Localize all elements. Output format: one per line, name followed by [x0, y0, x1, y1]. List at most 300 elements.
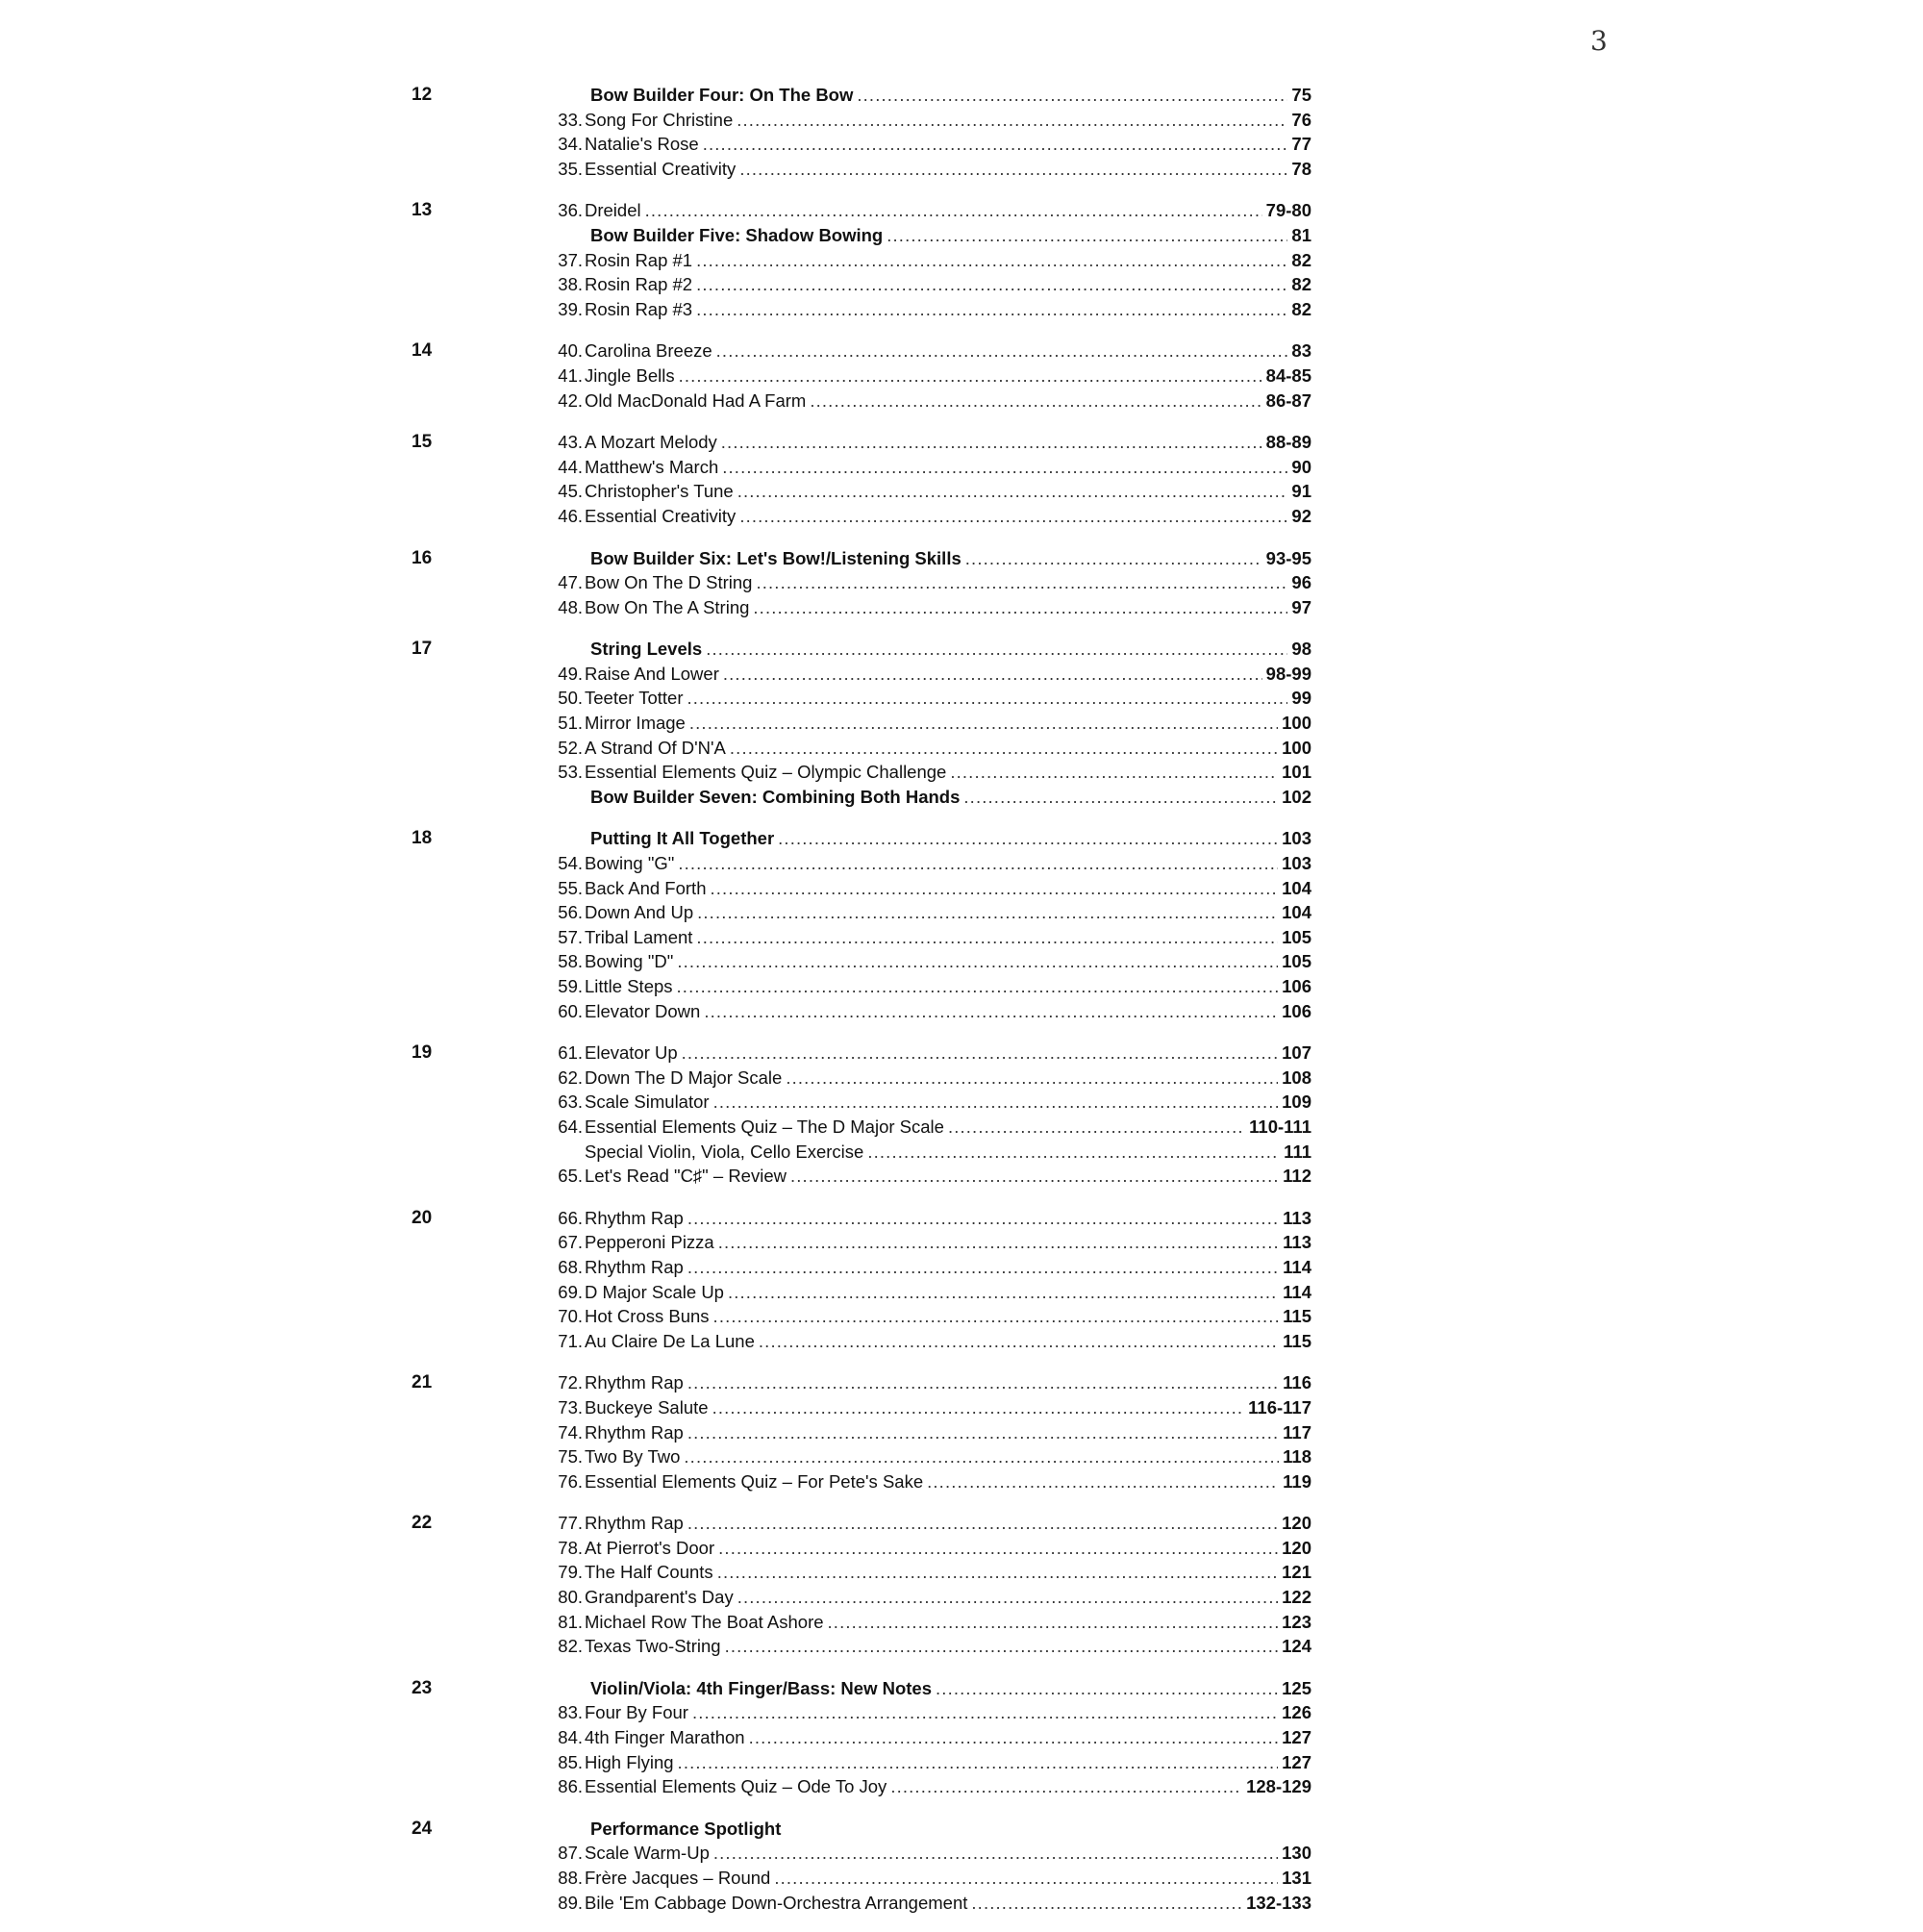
entry-page: 120 — [1282, 1537, 1311, 1558]
entry-page: 83 — [1291, 340, 1311, 362]
toc-heading-row — [550, 1676, 1311, 1701]
toc-entry-row — [550, 198, 1311, 223]
toc-entry-row — [550, 1041, 1311, 1066]
toc-entry-row — [550, 1329, 1311, 1354]
entry-title: Matthew's March — [585, 456, 719, 477]
entry-number: 61. — [558, 1042, 583, 1064]
dot-leader — [687, 686, 1288, 711]
toc-entry-row — [550, 1420, 1311, 1445]
entry-number: 71. — [558, 1330, 583, 1351]
entry-page: 100 — [1282, 713, 1311, 734]
section-number: 18 — [412, 828, 433, 849]
toc-entry-row — [550, 999, 1311, 1024]
toc-section — [412, 1370, 1450, 1493]
entry-number: 83. — [558, 1702, 583, 1723]
entry-number: 68. — [558, 1256, 583, 1277]
section-number: 19 — [412, 1042, 433, 1064]
entry-title: D Major Scale Up — [585, 1281, 724, 1302]
dot-leader — [696, 297, 1287, 322]
entry-title: Bowing "G" — [585, 853, 675, 874]
entry-title: Rhythm Rap — [585, 1207, 684, 1228]
entry-page: 114 — [1283, 1281, 1311, 1302]
entry-title: Essential Creativity — [585, 158, 737, 179]
dot-leader — [687, 1370, 1279, 1395]
entry-title: Hot Cross Buns — [585, 1306, 710, 1327]
toc-entry-row — [550, 1866, 1311, 1891]
entry-title: Bow Builder Seven: Combining Both Hands — [590, 786, 961, 807]
entry-number: 49. — [558, 663, 583, 684]
toc-entry-row — [550, 686, 1311, 711]
entry-title: Scale Simulator — [585, 1091, 710, 1113]
dot-leader — [696, 272, 1287, 297]
entry-page: 127 — [1282, 1751, 1311, 1772]
entry-number: 53. — [558, 762, 583, 783]
dot-leader — [697, 900, 1278, 925]
entry-page: 84-85 — [1265, 364, 1311, 386]
section-number: 17 — [412, 639, 433, 660]
entry-title: Rosin Rap #2 — [585, 274, 693, 295]
toc-section — [412, 1676, 1450, 1799]
entry-title: Rhythm Rap — [585, 1513, 684, 1534]
entry-title: Dreidel — [585, 200, 641, 221]
dot-leader — [687, 1255, 1279, 1280]
dot-leader — [687, 1206, 1279, 1231]
toc-entry-row — [550, 389, 1311, 414]
entry-title: Rosin Rap #1 — [585, 249, 693, 270]
entry-title: Au Claire De La Lune — [585, 1330, 755, 1351]
entry-page: 98 — [1291, 639, 1311, 660]
entry-page: 104 — [1282, 902, 1311, 923]
dot-leader — [712, 1395, 1245, 1420]
dot-leader — [716, 339, 1288, 364]
entry-page: 81 — [1291, 224, 1311, 245]
toc-section — [412, 1817, 1450, 1915]
toc-entry-row — [550, 1164, 1311, 1189]
entry-number: 66. — [558, 1207, 583, 1228]
toc-entry-row — [550, 157, 1311, 182]
toc-entry-row — [550, 1090, 1311, 1115]
toc-entry-row — [550, 1444, 1311, 1469]
entry-page: 120 — [1282, 1513, 1311, 1534]
dot-leader — [679, 364, 1262, 389]
entry-title: The Half Counts — [585, 1562, 713, 1583]
toc-entry-row — [550, 851, 1311, 876]
entry-title: Bow Builder Four: On The Bow — [590, 85, 854, 105]
entry-title: A Strand Of D'N'A — [585, 737, 726, 758]
entry-title: Rhythm Rap — [585, 1256, 684, 1277]
toc-entry-row — [550, 1841, 1311, 1866]
entry-title: Rhythm Rap — [585, 1372, 684, 1393]
entry-title: Frère Jacques – Round — [585, 1868, 771, 1888]
entry-number: 84. — [558, 1727, 583, 1748]
dot-leader — [717, 1560, 1278, 1585]
entry-page: 116-117 — [1248, 1396, 1311, 1418]
entry-number: 75. — [558, 1446, 583, 1468]
toc-heading-row — [550, 637, 1311, 662]
entry-page: 111 — [1284, 1141, 1311, 1162]
entry-title: Scale Warm-Up — [585, 1843, 710, 1864]
toc-section — [412, 83, 1450, 181]
entry-page: 110-111 — [1249, 1116, 1311, 1137]
entry-page: 97 — [1291, 596, 1311, 617]
dot-leader — [678, 1750, 1279, 1775]
entry-page: 93-95 — [1265, 547, 1311, 568]
entry-page: 90 — [1291, 456, 1311, 477]
entry-page: 106 — [1282, 1000, 1311, 1021]
dot-leader — [737, 1585, 1278, 1610]
entry-number: 64. — [558, 1116, 583, 1137]
toc-entry-row — [550, 974, 1311, 999]
toc-entry-row — [550, 1725, 1311, 1750]
dot-leader — [682, 1041, 1278, 1066]
section-number: 16 — [412, 547, 433, 568]
entry-page: 113 — [1283, 1232, 1311, 1253]
entry-number: 86. — [558, 1776, 583, 1797]
entry-number: 79. — [558, 1562, 583, 1583]
section-number: 14 — [412, 340, 433, 362]
entry-page: 132-133 — [1246, 1892, 1311, 1913]
section-number: 22 — [412, 1513, 433, 1534]
toc-entry-row — [550, 1206, 1311, 1231]
entry-title: Bow Builder Six: Let's Bow!/Listening Skills — [590, 547, 962, 568]
dot-leader — [927, 1469, 1279, 1494]
entry-number: 87. — [558, 1843, 583, 1864]
toc-entry-row — [550, 364, 1311, 389]
dot-leader — [678, 851, 1278, 876]
entry-title: Michael Row The Boat Ashore — [585, 1611, 824, 1632]
dot-leader — [725, 1634, 1279, 1659]
entry-title: Mirror Image — [585, 713, 686, 734]
entry-number: 50. — [558, 688, 583, 709]
dot-leader — [810, 389, 1261, 414]
entry-number: 36. — [558, 200, 583, 221]
toc-entry-row — [550, 1115, 1311, 1140]
entry-title: Tribal Lament — [585, 926, 693, 947]
section-number: 13 — [412, 200, 433, 221]
entry-page: 127 — [1282, 1727, 1311, 1748]
entry-page: 88-89 — [1265, 432, 1311, 453]
toc-entry-row — [550, 570, 1311, 595]
dot-leader — [890, 1774, 1242, 1799]
entry-title: Rosin Rap #3 — [585, 298, 693, 319]
toc-heading-row — [550, 1817, 1311, 1842]
entry-page: 92 — [1291, 505, 1311, 526]
entry-title: Rhythm Rap — [585, 1421, 684, 1443]
dot-leader — [936, 1676, 1278, 1701]
entry-page: 105 — [1282, 926, 1311, 947]
entry-title: Performance Spotlight — [590, 1818, 782, 1839]
entry-title: Buckeye Salute — [585, 1396, 709, 1418]
toc-section — [412, 430, 1450, 528]
entry-number: 46. — [558, 505, 583, 526]
section-number: 12 — [412, 85, 433, 105]
entry-page: 112 — [1283, 1166, 1311, 1187]
entry-number: 65. — [558, 1166, 583, 1187]
toc-entry-row — [550, 479, 1311, 504]
entry-page: 106 — [1282, 976, 1311, 996]
dot-leader — [759, 1329, 1279, 1354]
entry-number: 44. — [558, 456, 583, 477]
entry-number: 59. — [558, 976, 583, 996]
dot-leader — [704, 999, 1278, 1024]
entry-number: 55. — [558, 877, 583, 898]
entry-title: Essential Elements Quiz – For Pete's Sake — [585, 1470, 924, 1492]
entry-page: 117 — [1283, 1421, 1311, 1443]
toc-entry-row — [550, 297, 1311, 322]
entry-number: 82. — [558, 1636, 583, 1657]
entry-page: 113 — [1283, 1207, 1311, 1228]
toc-section — [412, 1041, 1450, 1189]
entry-number: 58. — [558, 951, 583, 972]
entry-title: Bow On The D String — [585, 572, 753, 593]
entry-number: 76. — [558, 1470, 583, 1492]
dot-leader — [887, 223, 1287, 248]
dot-leader — [718, 1230, 1279, 1255]
entry-page: 103 — [1282, 853, 1311, 874]
dot-leader — [687, 1420, 1279, 1445]
dot-leader — [778, 826, 1278, 851]
toc-entry-row — [550, 108, 1311, 133]
entry-number: 47. — [558, 572, 583, 593]
entry-title: Essential Creativity — [585, 505, 737, 526]
entry-page: 98-99 — [1265, 663, 1311, 684]
entry-number: 70. — [558, 1306, 583, 1327]
dot-leader — [706, 637, 1287, 662]
toc-entry-row — [550, 339, 1311, 364]
entry-title: Putting It All Together — [590, 828, 775, 849]
entry-page: 82 — [1291, 274, 1311, 295]
entry-number: 80. — [558, 1587, 583, 1608]
entry-number: 33. — [558, 109, 583, 130]
toc-entry-row — [550, 760, 1311, 785]
entry-title: Little Steps — [585, 976, 673, 996]
dot-leader — [710, 876, 1278, 901]
entry-page: 131 — [1282, 1868, 1311, 1888]
toc-entry-row — [550, 1066, 1311, 1091]
entry-page: 105 — [1282, 951, 1311, 972]
toc-entry-row — [550, 430, 1311, 455]
dot-leader — [703, 132, 1288, 157]
dot-leader — [684, 1444, 1279, 1469]
dot-leader — [774, 1866, 1278, 1891]
dot-leader — [753, 595, 1287, 620]
entry-page: 82 — [1291, 298, 1311, 319]
dot-leader — [963, 785, 1278, 810]
entry-number: 62. — [558, 1066, 583, 1088]
toc-entry-row — [550, 1280, 1311, 1305]
entry-page: 126 — [1282, 1702, 1311, 1723]
toc-entry-row — [550, 1891, 1311, 1916]
entry-page: 96 — [1291, 572, 1311, 593]
toc-entry-row — [550, 925, 1311, 950]
entry-title: 4th Finger Marathon — [585, 1727, 745, 1748]
entry-page: 123 — [1282, 1611, 1311, 1632]
dot-leader — [713, 1090, 1279, 1115]
dot-leader — [721, 430, 1262, 455]
entry-page: 99 — [1291, 688, 1311, 709]
section-number: 20 — [412, 1207, 433, 1228]
toc-heading-row — [550, 83, 1311, 108]
entry-number: 89. — [558, 1892, 583, 1913]
toc-entry-row — [550, 1395, 1311, 1420]
entry-title: Bowing "D" — [585, 951, 674, 972]
toc-entry-row — [550, 1255, 1311, 1280]
entry-title: Essential Elements Quiz – Ode To Joy — [585, 1776, 887, 1797]
toc-entry-row — [550, 1511, 1311, 1536]
entry-number: 63. — [558, 1091, 583, 1113]
entry-number: 81. — [558, 1611, 583, 1632]
entry-page: 102 — [1282, 786, 1311, 807]
entry-title: Two By Two — [585, 1446, 681, 1468]
dot-leader — [730, 736, 1278, 761]
toc-entry-row — [550, 1560, 1311, 1585]
section-number: 24 — [412, 1818, 433, 1839]
toc-entry-row — [550, 272, 1311, 297]
entry-number: 60. — [558, 1000, 583, 1021]
entry-page: 107 — [1282, 1042, 1311, 1064]
entry-title: String Levels — [590, 639, 703, 660]
dot-leader — [950, 760, 1278, 785]
entry-page: 116 — [1283, 1372, 1311, 1393]
entry-title: Bile 'Em Cabbage Down-Orchestra Arrangement — [585, 1892, 968, 1913]
entry-page: 108 — [1282, 1066, 1311, 1088]
toc-entry-row — [550, 1634, 1311, 1659]
dot-leader — [696, 248, 1287, 273]
toc-entry-row — [550, 455, 1311, 480]
entry-page: 130 — [1282, 1843, 1311, 1864]
toc-section — [412, 826, 1450, 1023]
toc-entry-row — [550, 1230, 1311, 1255]
entry-number: 48. — [558, 596, 583, 617]
entry-number: 40. — [558, 340, 583, 362]
entry-title: Natalie's Rose — [585, 134, 699, 155]
entry-title: Christopher's Tune — [585, 481, 734, 502]
dot-leader — [828, 1610, 1279, 1635]
dot-leader — [687, 1511, 1278, 1536]
entry-title: Elevator Up — [585, 1042, 678, 1064]
entry-page: 109 — [1282, 1091, 1311, 1113]
toc-entry-row — [550, 949, 1311, 974]
entry-number: 43. — [558, 432, 583, 453]
entry-title: Bow Builder Five: Shadow Bowing — [590, 224, 884, 245]
toc-heading-row — [550, 223, 1311, 248]
toc-heading-row — [550, 546, 1311, 571]
entry-page: 100 — [1282, 737, 1311, 758]
toc-heading-row — [550, 826, 1311, 851]
entry-number: 52. — [558, 737, 583, 758]
dot-leader — [718, 1536, 1278, 1561]
section-number: 23 — [412, 1677, 433, 1698]
entry-title: A Mozart Melody — [585, 432, 717, 453]
dot-leader — [722, 455, 1287, 480]
toc-section — [412, 637, 1450, 809]
dot-leader — [677, 949, 1278, 974]
entry-number: 69. — [558, 1281, 583, 1302]
toc-entry-row — [550, 1750, 1311, 1775]
entry-page: 125 — [1282, 1677, 1311, 1698]
toc-entry-row — [550, 1370, 1311, 1395]
toc-entry-row — [550, 1585, 1311, 1610]
entry-title: Grandparent's Day — [585, 1587, 734, 1608]
entry-page: 104 — [1282, 877, 1311, 898]
entry-title: Pepperoni Pizza — [585, 1232, 714, 1253]
entry-title: Essential Elements Quiz – The D Major Scale — [585, 1116, 944, 1137]
entry-title: Let's Read "C♯" – Review — [585, 1166, 787, 1187]
entry-page: 86-87 — [1265, 389, 1311, 411]
entry-page: 128-129 — [1246, 1776, 1311, 1797]
entry-page: 101 — [1282, 762, 1311, 783]
toc-entry-row — [550, 132, 1311, 157]
entry-page: 115 — [1283, 1330, 1311, 1351]
entry-title: Back And Forth — [585, 877, 707, 898]
entry-title: Down And Up — [585, 902, 694, 923]
toc-entry-row — [550, 595, 1311, 620]
dot-leader — [749, 1725, 1279, 1750]
toc-entry-row — [550, 1304, 1311, 1329]
table-of-contents — [412, 83, 1450, 1932]
entry-page: 77 — [1291, 134, 1311, 155]
toc-entry-row — [550, 1610, 1311, 1635]
entry-number: 41. — [558, 364, 583, 386]
toc-entry-row — [550, 1536, 1311, 1561]
entry-number: 35. — [558, 158, 583, 179]
dot-leader — [756, 570, 1287, 595]
dot-leader — [737, 479, 1288, 504]
entry-number: 88. — [558, 1868, 583, 1888]
toc-section — [412, 1206, 1450, 1354]
section-number: 21 — [412, 1372, 433, 1393]
entry-number: 77. — [558, 1513, 583, 1534]
entry-number: 51. — [558, 713, 583, 734]
dot-leader — [965, 546, 1262, 571]
toc-entry-row — [550, 1700, 1311, 1725]
toc-heading-row — [550, 785, 1311, 810]
page-number: 3 — [1590, 25, 1608, 57]
toc-entry-row — [550, 1140, 1311, 1165]
dot-leader — [739, 504, 1287, 529]
entry-title: Violin/Viola: 4th Finger/Bass: New Notes — [590, 1677, 933, 1698]
entry-page: 103 — [1282, 828, 1311, 849]
dot-leader — [713, 1841, 1278, 1866]
entry-title: Raise And Lower — [585, 663, 719, 684]
toc-entry-row — [550, 248, 1311, 273]
entry-title: Carolina Breeze — [585, 340, 712, 362]
dot-leader — [692, 1700, 1278, 1725]
entry-title: Essential Elements Quiz – Olympic Challenge — [585, 762, 947, 783]
entry-page: 79-80 — [1265, 200, 1311, 221]
entry-page: 121 — [1282, 1562, 1311, 1583]
entry-page: 119 — [1283, 1470, 1311, 1492]
entry-title: Old MacDonald Had A Farm — [585, 389, 807, 411]
entry-number: 74. — [558, 1421, 583, 1443]
entry-title: Elevator Down — [585, 1000, 701, 1021]
entry-number: 54. — [558, 853, 583, 874]
toc-section — [412, 339, 1450, 413]
toc-entry-row — [550, 876, 1311, 901]
entry-title: Down The D Major Scale — [585, 1066, 783, 1088]
entry-page: 75 — [1291, 85, 1311, 105]
toc-entry-row — [550, 1469, 1311, 1494]
dot-leader — [723, 662, 1262, 687]
toc-entry-row — [550, 900, 1311, 925]
entry-number: 72. — [558, 1372, 583, 1393]
dot-leader — [867, 1140, 1280, 1165]
entry-number: 37. — [558, 249, 583, 270]
entry-title: Teeter Totter — [585, 688, 684, 709]
entry-title: Bow On The A String — [585, 596, 750, 617]
toc-section — [412, 1511, 1450, 1659]
dot-leader — [689, 711, 1278, 736]
